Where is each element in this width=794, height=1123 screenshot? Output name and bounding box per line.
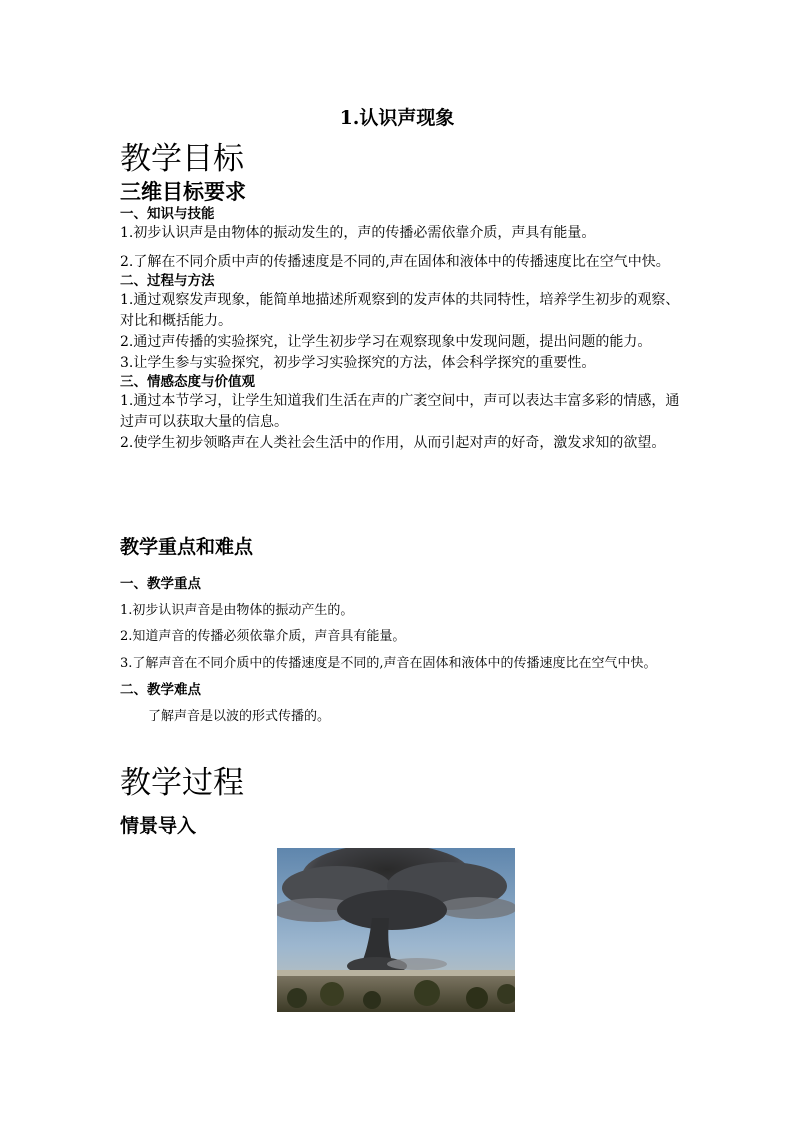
key-points-section: [120, 533, 680, 730]
paragraph: 2.使学生初步领略声在人类社会生活中的作用，从而引起对声的好奇，激发求知的欲望。: [120, 435, 666, 451]
smoke-cloud-image: [277, 848, 515, 1012]
paragraph: 2.通过声传播的实验探究，让学生初步学习在观察现象中发现问题，提出问题的能力。: [120, 334, 652, 350]
paragraph: 1.通过观察发声现象，能简单地描述所观察到的发声体的共同特性，培养学生初步的观察、对比和概括能力。: [120, 292, 680, 329]
heading-teaching-goals: 教学目标: [120, 141, 244, 177]
section-knowledge-skills-title: 一、知识与技能: [120, 206, 215, 222]
heading-three-dimension-goals: 三维目标要求: [120, 179, 246, 204]
heading-teaching-process: 教学过程: [120, 765, 244, 801]
heading-scene-intro: 情景导入: [120, 815, 197, 837]
difficult-points-title: 二、教学难点: [120, 682, 201, 698]
paragraph: 了解声音是以波的形式传播的。: [148, 708, 331, 724]
paragraph: 1.初步认识声是由物体的振动发生的，声的传播必需依靠介质，声具有能量。: [120, 225, 596, 241]
paragraph: 1.初步认识声音是由物体的振动产生的。: [120, 602, 354, 618]
paragraph: 1.通过本节学习，让学生知道我们生活在声的广袤空间中，声可以表达丰富多彩的情感，通过声可以获取大量的信息。: [120, 393, 680, 430]
paragraph: 3.让学生参与实验探究，初步学习实验探究的方法，体会科学探究的重要性。: [120, 355, 596, 371]
key-points-title: 一、教学重点: [120, 576, 201, 592]
paragraph: 3.了解声音在不同介质中的传播速度是不同的,声音在固体和液体中的传播速度比在空气中快。: [120, 655, 657, 671]
paragraph: 2.知道声音的传播必须依靠介质，声音具有能量。: [120, 629, 406, 644]
section-emotion-values-title: 三、情感态度与价值观: [120, 374, 255, 390]
heading-key-difficult-points: 教学重点和难点: [120, 536, 254, 558]
process-section: [120, 764, 680, 840]
document-title: 1.认识声现象: [339, 107, 455, 129]
goals-section: [120, 140, 680, 454]
paragraph: 2.了解在不同介质中声的传播速度是不同的,声在固体和液体中的传播速度比在空气中快。: [120, 254, 670, 270]
section-process-method-title: 二、过程与方法: [120, 273, 215, 289]
explosion-smoke-photo: [277, 848, 515, 1012]
